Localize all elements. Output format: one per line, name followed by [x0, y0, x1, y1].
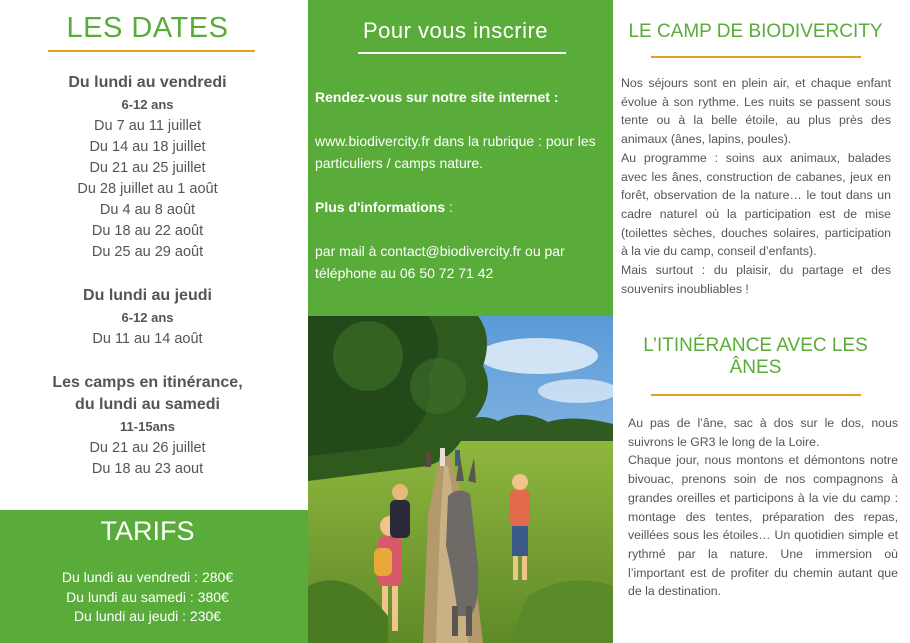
donkey-hike-photo — [308, 316, 613, 643]
group3-age: 11-15ans — [120, 419, 175, 434]
date-line: Du 25 au 29 août — [91, 244, 204, 260]
tarif-line: Du lundi au vendredi : 280€ — [61, 569, 234, 585]
camp-title-rule — [651, 56, 861, 58]
itinerance-title — [613, 335, 898, 379]
dates-list — [0, 72, 295, 480]
camp-paragraph-2: Au programme : soins aux animaux, balades avec les ânes, construction de cabanes, jeux en forêt, observation de la nature… le tout dans un cadre naturel où la participation est de mise (toilettes sèches, douches solaires, participation à la vie du camp, conseil d’enfants). — [621, 150, 891, 259]
website-intro: Rendez-vous sur notre site internet : — [315, 89, 559, 105]
date-line: Du 7 au 11 juillet — [94, 118, 201, 134]
tarif-line: Du lundi au samedi : 380€ — [66, 588, 229, 605]
more-info-label: Plus d'informations — [315, 199, 446, 215]
info-column — [613, 0, 910, 643]
tarifs-panel — [0, 510, 308, 643]
itinerance-text — [628, 414, 898, 601]
group3-head-2: du lundi au samedi — [75, 396, 220, 413]
camp-paragraph-1: Nos séjours sont en plein air, et chaque enfant évolue à son rythme. Les nuits se passent sous tente ou à la belle étoile, au plus près des animaux (ânes, lapins, poules). — [621, 76, 891, 147]
group3-head-1: Les camps en itinérance, — [52, 374, 243, 391]
itinerance-paragraph-2: Chaque jour, nous montons et démontons notre bivouac, prenons soin de nos compagnons à grandes oreilles et participons à la vie du camp : montage des tentes, préparation des repas, veillées sous les étoiles… Un quotidien simple et rythmé par la nature. Une immersion où l’important est de profiter du chemin autant que de la destination. — [628, 453, 898, 599]
group2-age: 6-12 ans — [121, 310, 174, 325]
date-line: Du 11 au 14 août — [92, 331, 203, 347]
group1-head: Du lundi au vendredi — [68, 74, 227, 91]
group1-age: 6-12 ans — [121, 97, 174, 112]
inscription-title-rule — [358, 52, 566, 54]
dates-column — [0, 0, 308, 643]
group2-head: Du lundi au jeudi — [83, 287, 212, 304]
date-line: Du 4 au 8 août — [99, 202, 196, 218]
itinerance-paragraph-1: Au pas de l’âne, sac à dos sur le dos, nous suivrons le GR3 le long de la Loire. — [628, 416, 898, 449]
tarifs-list — [0, 568, 295, 627]
date-line: Du 21 au 26 juillet — [89, 440, 206, 456]
itinerance-title-rule — [651, 394, 861, 396]
date-line: Du 14 au 18 juillet — [89, 139, 206, 155]
website-text[interactable]: www.biodivercity.fr dans la rubrique : pour les particuliers / camps nature. — [315, 133, 596, 171]
camp-text — [621, 74, 891, 298]
inscription-body — [315, 86, 605, 284]
itinerance-title-line-2: ÂNES — [729, 357, 782, 378]
itinerance-title-line-1: L’ITINÉRANCE AVEC LES — [643, 335, 868, 356]
more-info-colon: : — [445, 199, 453, 215]
date-line: Du 21 au 25 juillet — [89, 160, 206, 176]
contact-text[interactable]: par mail à contact@biodivercity.fr ou par téléphone au 06 50 72 71 42 — [315, 243, 565, 281]
dates-title: LES DATES — [66, 12, 229, 44]
dates-title-rule — [48, 50, 255, 52]
inscription-column — [308, 0, 613, 643]
date-line: Du 18 au 22 août — [91, 223, 204, 239]
tarifs-title: TARIFS — [100, 516, 195, 546]
camp-title: LE CAMP DE BIODIVERCITY — [628, 21, 883, 42]
date-line: Du 28 juillet au 1 août — [77, 181, 218, 197]
camp-paragraph-3: Mais surtout : du plaisir, du partage et des souvenirs inoubliables ! — [621, 263, 891, 296]
inscription-title: Pour vous inscrire — [362, 18, 549, 43]
tarif-line: Du lundi au jeudi : 230€ — [73, 608, 222, 624]
inscription-panel — [308, 0, 613, 316]
date-line: Du 18 au 23 aout — [91, 461, 204, 477]
